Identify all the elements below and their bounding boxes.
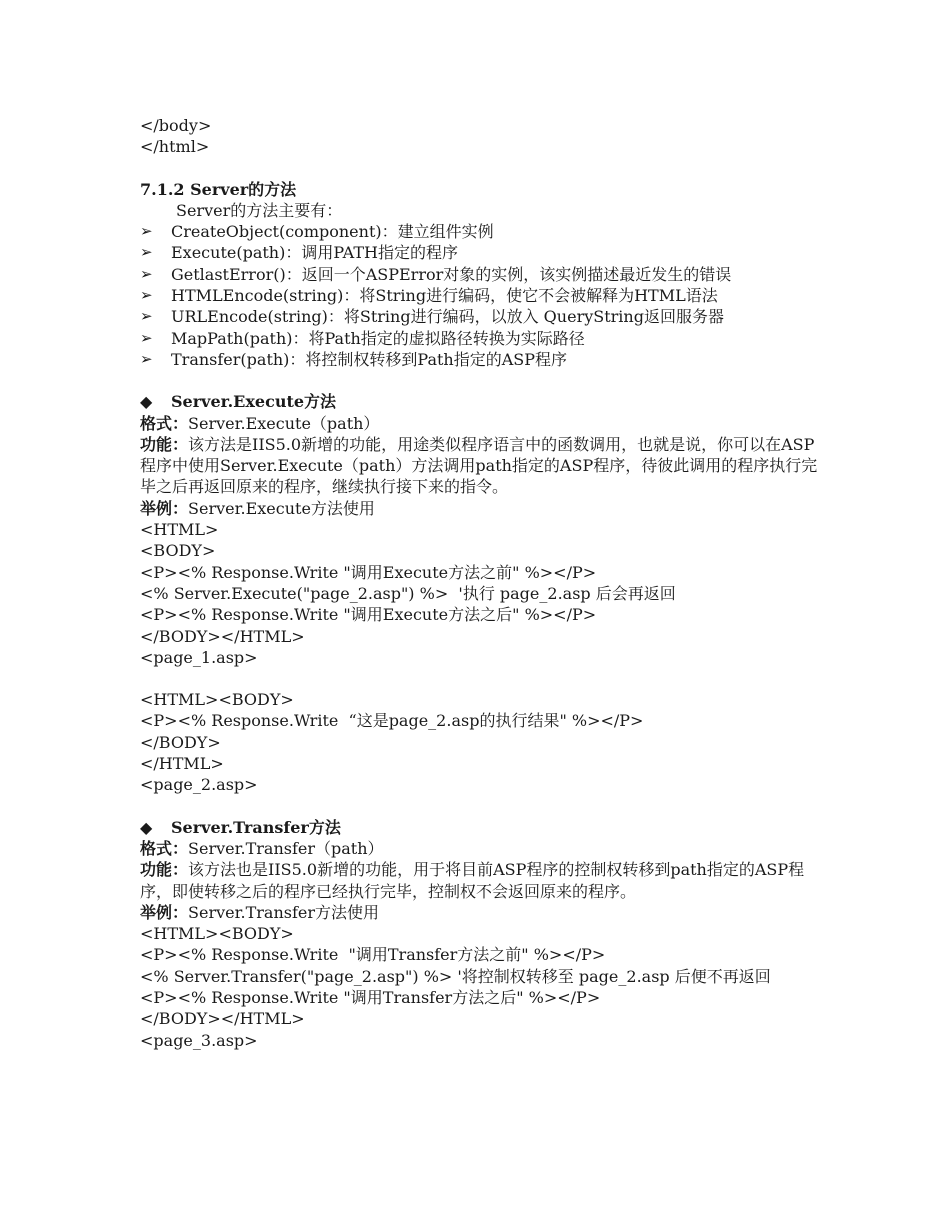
arrow-bullet-icon: ➢ (140, 286, 153, 305)
arrow-bullet-icon: ➢ (140, 222, 153, 241)
list-item (140, 306, 830, 327)
list-item-text: CreateObject(component)：建立组件实例 (171, 222, 494, 242)
document-content (140, 115, 830, 1051)
list-item-text: Transfer(path)：将控制权转移到Path指定的ASP程序 (171, 349, 568, 369)
list-item-text: URLEncode(string)：将String进行编码，以放入 QueryString返回服务器 (171, 307, 724, 327)
list-item-text: MapPath(path)：将Path指定的虚拟路径转换为实际路径 (171, 328, 585, 348)
list-item (140, 328, 830, 349)
transfer-heading-text: Server.Transfer方法 (171, 817, 341, 837)
list-item-text: HTMLEncode(string)：将String进行编码，使它不会被解释为HTML语法 (171, 286, 718, 306)
example-value: Server.Transfer方法使用 (188, 902, 379, 922)
code-line: <HTML><BODY> (140, 924, 294, 944)
example-label: 举例： (140, 498, 189, 518)
code-line: <P><% Response.Write "调用Transfer方法之后" %></P> (140, 987, 601, 1007)
arrow-bullet-icon: ➢ (140, 328, 153, 347)
code-line: <P><% Response.Write "调用Execute方法之前" %></P> (140, 562, 597, 582)
format-value: Server.Transfer（path） (188, 838, 384, 858)
code-line: </BODY> (140, 732, 221, 752)
arrow-bullet-icon: ➢ (140, 243, 153, 262)
list-item-text: Execute(path)：调用PATH指定的程序 (171, 243, 458, 263)
execute-heading (140, 391, 830, 412)
execute-format (140, 413, 830, 434)
example-label: 举例： (140, 902, 189, 922)
execute-example (140, 498, 830, 519)
format-label: 格式： (140, 838, 189, 858)
code-line: <P><% Response.Write "调用Execute方法之后" %></P> (140, 605, 597, 625)
transfer-example (140, 902, 830, 923)
transfer-heading (140, 817, 830, 838)
list-item (140, 349, 830, 370)
code-line: </BODY></HTML> (140, 626, 305, 646)
code-line: <page_3.asp> (140, 1030, 258, 1050)
code-line: <% Server.Transfer("page_2.asp") %> '将控制权转移至 page_2.asp 后便不再返回 (140, 966, 771, 986)
transfer-function (140, 859, 830, 902)
code-line: </BODY></HTML> (140, 1009, 305, 1029)
code-line: </html> (140, 137, 210, 157)
code-line: <P><% Response.Write "调用Transfer方法之前" %></P> (140, 945, 606, 965)
arrow-bullet-icon: ➢ (140, 349, 153, 368)
code-line: <page_1.asp> (140, 647, 258, 667)
section-title: 7.1.2 Server的方法 (140, 179, 297, 199)
code-line: <P><% Response.Write “这是page_2.asp的执行结果" %></P> (140, 711, 644, 731)
format-value: Server.Execute（path） (188, 413, 380, 433)
function-value: 该方法也是IIS5.0新增的功能，用于将目前ASP程序的控制权转移到path指定的ASP程序，即使转移之后的程序已经执行完毕，控制权不会返回原来的程序。 (140, 860, 805, 901)
format-label: 格式： (140, 413, 189, 433)
function-value: 该方法是IIS5.0新增的功能，用途类似程序语言中的函数调用，也就是说，你可以在ASP程序中使用Server.Execute（path）方法调用path指定的ASP程序，待彼此调用的程序执行完毕之后再返回原来的程序，继续执行接下来的指令。 (140, 434, 818, 497)
diamond-bullet-icon: ◆ (140, 817, 153, 837)
function-label: 功能： (140, 860, 189, 880)
code-line: </body> (140, 116, 212, 135)
function-label: 功能： (140, 434, 189, 454)
arrow-bullet-icon: ➢ (140, 264, 153, 283)
transfer-format (140, 838, 830, 859)
example-value: Server.Execute方法使用 (188, 498, 375, 518)
section-intro: Server的方法主要有： (176, 200, 343, 220)
code-line: <page_2.asp> (140, 775, 258, 795)
list-item-text: GetlastError()：返回一个ASPError对象的实例，该实例描述最近发生的错误 (171, 264, 732, 284)
code-line: <HTML><BODY> (140, 690, 294, 710)
list-item (140, 221, 830, 242)
execute-heading-text: Server.Execute方法 (171, 392, 337, 412)
list-item (140, 285, 830, 306)
code-line: <BODY> (140, 541, 216, 561)
list-item (140, 264, 830, 285)
code-line: <% Server.Execute("page_2.asp") %> '执行 page_2.asp 后会再返回 (140, 583, 676, 603)
execute-function (140, 434, 830, 498)
diamond-bullet-icon: ◆ (140, 392, 153, 412)
code-line: </HTML> (140, 754, 224, 774)
code-line: <HTML> (140, 520, 219, 540)
arrow-bullet-icon: ➢ (140, 307, 153, 326)
list-item (140, 242, 830, 263)
